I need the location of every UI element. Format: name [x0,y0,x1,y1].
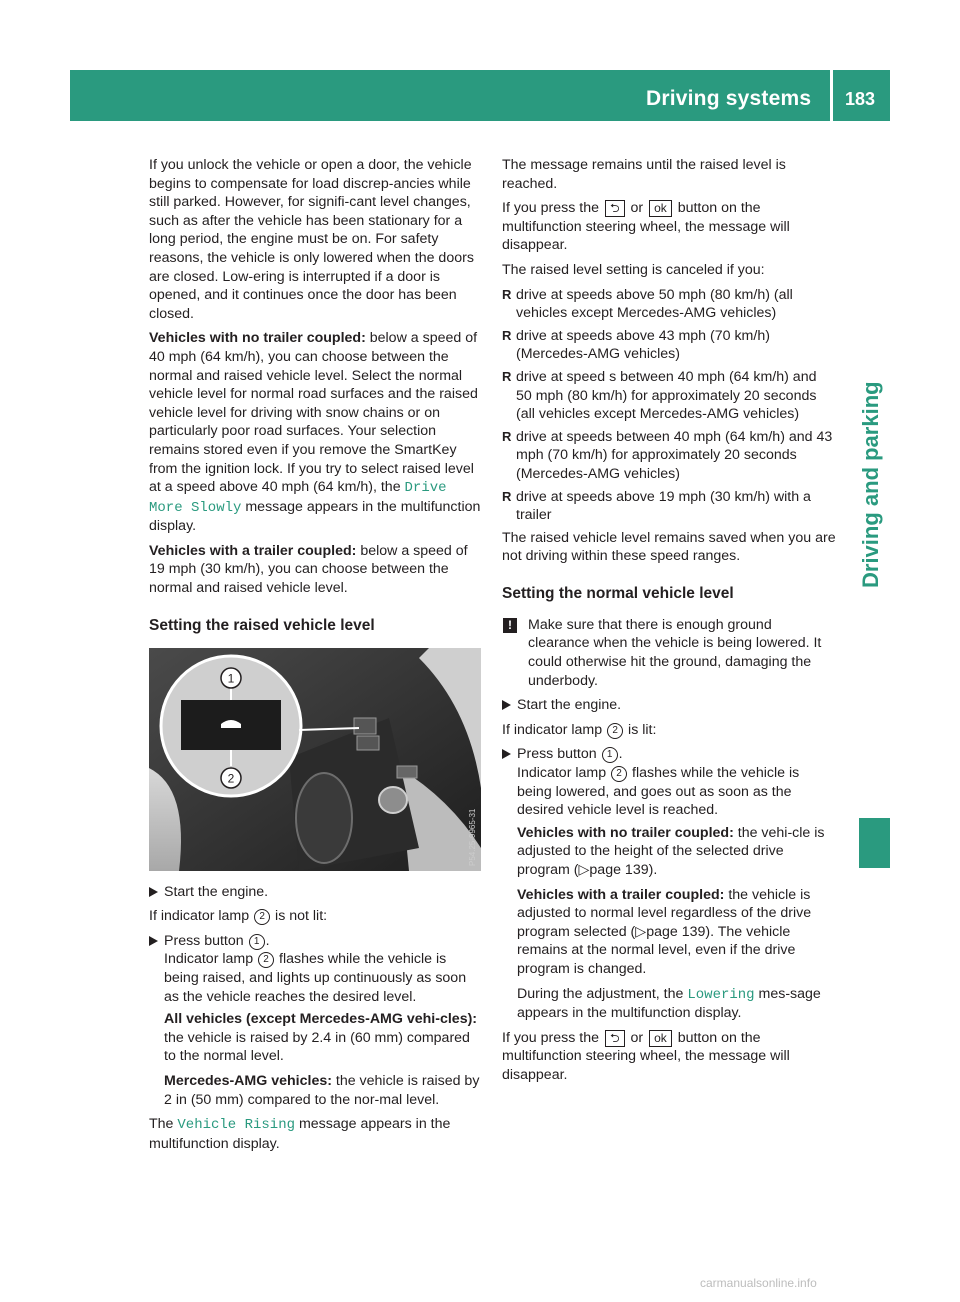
text: mes-sage appears in the multifunction display. [517,985,821,1022]
text: Press button [517,746,601,763]
paragraph-press-buttons [502,199,836,255]
bold-label: Vehicles with no trailer coupled: [149,330,366,347]
paragraph-no-trailer [149,329,481,536]
text: Start the engine. [517,697,622,714]
ok-button-icon: ok [649,200,672,217]
text: the vehicle is adjusted to normal level regardless of the drive program selected ( [517,886,812,940]
text: button on the multifunction steering wheel, the message will disappear. [502,1029,790,1083]
text: ). [648,862,658,878]
step-start-engine [149,883,481,902]
left-column [149,156,481,1159]
text: Press button [164,932,248,949]
sub-all-vehicles [149,1010,481,1066]
bold-label: Vehicles with no trailer coupled: [517,824,734,841]
display-message-drive-more-slowly: Drive More Slowly [149,480,447,516]
indicator-2-icon: 2 [611,766,627,782]
paragraph-message-remains: The message remains until the raised level is reached. [502,157,786,192]
text: If indicator lamp [149,908,254,925]
text: Start the engine. [164,883,269,900]
sub-no-trailer [502,824,836,880]
button-1-icon: 1 [249,934,265,950]
text: ). The vehicle remains at the normal level, even if the drive program is changed. [517,923,796,977]
paragraph-load-compensation: If you unlock the vehicle or open a door, the vehicle begins to compensate for load discrep-ancies while still parked. However, for signifi-cant level changes, such as after the vehicle has been stationary for a long period, the engine must be on. For safety reasons, the vehicle is only lowered when the doors are closed. Low-ering is interrupted if a door is opened, and it continues once the door has been closed. [149,157,474,322]
text: message appears in the multifunction display. [149,498,481,535]
text: . [618,746,623,763]
text: below a speed of 40 mph (64 km/h), you can choose between the normal and raised vehicle level. Select the normal vehicle level for normal road surfaces and the raised vehicle level for driving with snow chains or on particularly poor road surfaces. Your selection remains stored even if you remove the SmartKey from the ignition lock. If you try to select raised level at a speed above 40 mph (64 km/h), the [149,330,478,496]
page-ref-link[interactable]: page 139 [646,923,706,940]
step-start-engine [502,696,836,715]
list-item [502,368,836,424]
text: button on the multifunction steering wheel, the message will disappear. [502,200,790,254]
text: below a speed of 19 mph (30 km/h), you can choose between the normal and raised vehicle level. [149,542,468,597]
condition-lamp-lit [502,721,836,740]
warning-ground-clearance [502,616,836,690]
watermark: carmanualsonline.info [700,1276,817,1290]
text: During the adjustment, the [517,985,688,1002]
bullet-icon: R [502,428,512,444]
text: or [626,200,648,217]
text: drive at speeds above 50 mph (80 km/h) (all vehicles except Mercedes-AMG vehicles) [516,286,793,322]
display-message-vehicle-rising: Vehicle Rising [177,1117,296,1134]
text: Indicator lamp [517,765,611,782]
bold-label: Vehicles with a trailer coupled: [517,886,725,903]
header-divider [830,70,833,121]
list-item [502,286,836,323]
sub-with-trailer [502,886,836,979]
heading-normal-level: Setting the normal vehicle level [502,584,734,602]
step-arrow-icon [149,887,158,897]
button-1-icon: 1 [602,747,618,763]
paragraph-vehicle-rising [149,1115,481,1153]
callout-2: 2 [227,771,235,786]
text: drive at speeds between 40 mph (64 km/h) and 43 mph (70 km/h) for approximately 20 seconds (Mercedes-AMG vehicles) [516,428,833,482]
warning-icon: ! [503,618,517,633]
sub-amg-vehicles [149,1072,481,1109]
bullet-icon: R [502,327,512,343]
step-press-button [149,932,481,1006]
page-section-title: Driving systems [646,87,812,110]
step-press-button [502,745,836,819]
text: drive at speeds above 19 mph (30 km/h) with a trailer [516,488,811,524]
heading-raised-level: Setting the raised vehicle level [149,616,375,634]
bold-label: Vehicles with a trailer coupled: [149,542,357,559]
text: Indicator lamp [164,951,258,968]
bullet-icon: R [502,488,512,504]
indicator-2-icon: 2 [254,909,270,925]
text: the vehi-cle is adjusted to the height of the selected drive program ( [517,824,825,878]
text: If you press the [502,200,603,217]
back-button-icon: ⮌ [605,200,625,217]
bold-label: Mercedes-AMG vehicles: [164,1073,332,1089]
text: the vehicle is raised by 2 in (50 mm) compared to the nor-mal level. [164,1073,480,1108]
list-item [502,488,836,525]
right-column [502,156,836,1091]
text: drive at speeds above 43 mph (70 km/h) (Mercedes-AMG vehicles) [516,327,770,363]
page-ref-icon: ▷ [635,923,647,940]
text: If indicator lamp [502,721,607,738]
ok-button-icon: ok [649,1030,672,1047]
paragraph-press-buttons-2 [502,1029,836,1085]
indicator-2-icon: 2 [607,723,623,739]
bullet-icon: R [502,368,512,384]
condition-lamp-not-lit [149,907,481,926]
page-ref-icon: ▷ [578,862,590,878]
image-code: P54.25-9965-31 [468,808,477,866]
text: If you press the [502,1029,603,1046]
paragraph-canceled-if: The raised level setting is canceled if you: [502,261,765,278]
list-item [502,428,836,484]
step-arrow-icon [502,700,511,710]
page-ref-link[interactable]: page 139 [589,862,649,878]
text: drive at speed s between 40 mph (64 km/h) and 50 mph (80 km/h) for approximately 20 seconds (all vehicles except Mercedes-AMG vehicles) [516,368,817,423]
page-number: 183 [845,89,876,109]
text: . [265,932,270,949]
back-button-icon: ⮌ [605,1030,625,1047]
text: Make sure that there is enough ground clearance when the vehicle is being lowered. It could otherwise hit the ground, damaging the underbody. [528,616,822,689]
paragraph-with-trailer [149,542,481,598]
text: flashes while the vehicle is being lowered, and goes out as soon as the desired vehicle level is reached. [517,765,800,819]
text: The [149,1116,178,1133]
center-console-photo [149,648,481,871]
text: or [626,1029,648,1046]
text: message appears in the multifunction display. [149,1116,451,1152]
sub-lowering-message [502,985,836,1023]
chapter-tab-marker [859,818,890,868]
indicator-2-icon: 2 [258,952,274,968]
step-arrow-icon [502,749,511,759]
bold-label: All vehicles (except Mercedes-AMG vehi-cles): [164,1011,478,1028]
text: is lit: [624,721,657,738]
paragraph-level-saved: The raised vehicle level remains saved when you are not driving within these speed ranges. [502,529,836,565]
step-arrow-icon [149,936,158,946]
list-item [502,327,836,364]
text: flashes while the vehicle is being raised, and lights up continuously as soon as the vehicle reaches the desired level. [164,951,467,1005]
callout-1: 1 [227,671,235,686]
cancel-conditions-list [502,286,836,525]
text: the vehicle is raised by 2.4 in (60 mm) compared to the normal level. [164,1029,470,1065]
bullet-icon: R [502,286,512,302]
display-message-lowering: Lowering [687,986,755,1003]
chapter-tab-label: Driving and parking [858,381,883,588]
text: is not lit: [271,908,328,925]
